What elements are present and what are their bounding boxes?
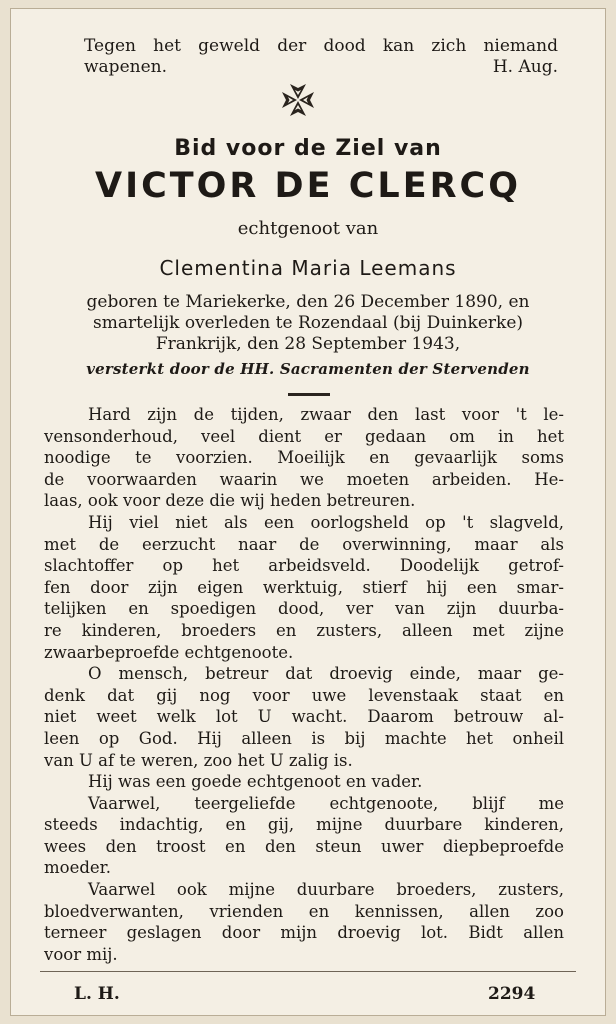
epigraph-line-1: Tegen het geweld der dood kan zich niemand: [84, 36, 558, 56]
epigraph-line-2: [84, 57, 558, 78]
text-line: Hard zijn de tijden, zwaar den last voor 't le-: [88, 405, 564, 424]
prayer-heading: Bid voor de Ziel van: [174, 136, 442, 161]
birth-line: geboren te Mariekerke, den 26 December 1890, en: [86, 292, 530, 312]
death-line: smartelijk overleden te Rozendaal (bij Duinkerke): [92, 313, 524, 333]
birth-death-details: [40, 292, 576, 355]
text-line: noodige te voorzien. Moeilijk en gevaarlijk soms: [44, 448, 564, 468]
text-line: zwaarbeproefde echtgenoote.: [44, 642, 294, 662]
text-line: de voorwaarden waarin we moeten arbeiden. He-: [44, 469, 564, 489]
sacraments-line: versterkt door de HH. Sacramenten der Stervenden: [86, 360, 530, 378]
text-line: Hij viel niet als een oorlogsheld op 't slagveld,: [88, 512, 564, 532]
text-line: vensonderhoud, veel dient er gedaan om in het: [44, 426, 564, 446]
text-line: voor mij.: [44, 944, 118, 964]
footer-number: 2294: [488, 984, 536, 1004]
text-line: steeds indachtig, en gij, mijne duurbare kinderen,: [44, 815, 564, 835]
text-line: telijken en spoedigen dood, ver van zijn duurba-: [44, 599, 564, 619]
text-line: Hij was een goede echtgenoot en vader.: [88, 772, 423, 792]
epigraph-text-end: wapenen.: [84, 57, 167, 77]
death-date-line: Frankrijk, den 28 September 1943,: [155, 334, 461, 354]
text-line: slachtoffer op het arbeidsveld. Doodelijk getrof-: [44, 556, 564, 576]
spouse-intro: echtgenoot van: [237, 218, 379, 239]
text-line: moeder.: [44, 858, 111, 878]
epigraph-attribution: H. Aug.: [492, 57, 558, 77]
text-line: O mensch, betreur dat droevig einde, maar ge-: [88, 664, 564, 684]
footer-divider: [40, 971, 576, 972]
text-line: leen op God. Hij alleen is bij machte het onheil: [44, 728, 564, 748]
text-line: laas, ook voor deze die wij heden betreuren.: [44, 491, 416, 511]
text-line: met de eerzucht naar de overwinning, maar als: [44, 534, 564, 554]
memorial-text: [44, 404, 564, 965]
text-line: van U af te weren, zoo het U zalig is.: [44, 750, 353, 770]
text-line: Vaarwel ook mijne duurbare broeders, zusters,: [88, 880, 564, 900]
text-line: terneer geslagen door mijn droevig lot. Bidt allen: [44, 923, 564, 943]
epigraph: [84, 36, 558, 78]
text-line: bloedverwanten, vrienden en kennissen, allen zoo: [44, 901, 564, 921]
footer-initials: L. H.: [74, 984, 120, 1004]
deceased-name: VICTOR DE CLERCQ: [95, 166, 521, 206]
text-line: Vaarwel, teergeliefde echtgenoote, blijf me: [88, 793, 564, 813]
text-line: denk dat gij nog voor uwe levenstaak staat en: [44, 685, 564, 705]
text-line: niet weet welk lot U wacht. Daarom betrouw al-: [44, 707, 564, 727]
divider: [288, 393, 330, 396]
text-line: wees den troost en den steun uwer diepbeproefde: [44, 836, 564, 856]
spouse-name: Clementina Maria Leemans: [159, 256, 457, 280]
maltese-cross-icon: [280, 82, 316, 118]
text-line: fen door zijn eigen werktuig, stierf hij een smar-: [44, 577, 564, 597]
text-line: re kinderen, broeders en zusters, alleen met zijne: [44, 620, 564, 640]
